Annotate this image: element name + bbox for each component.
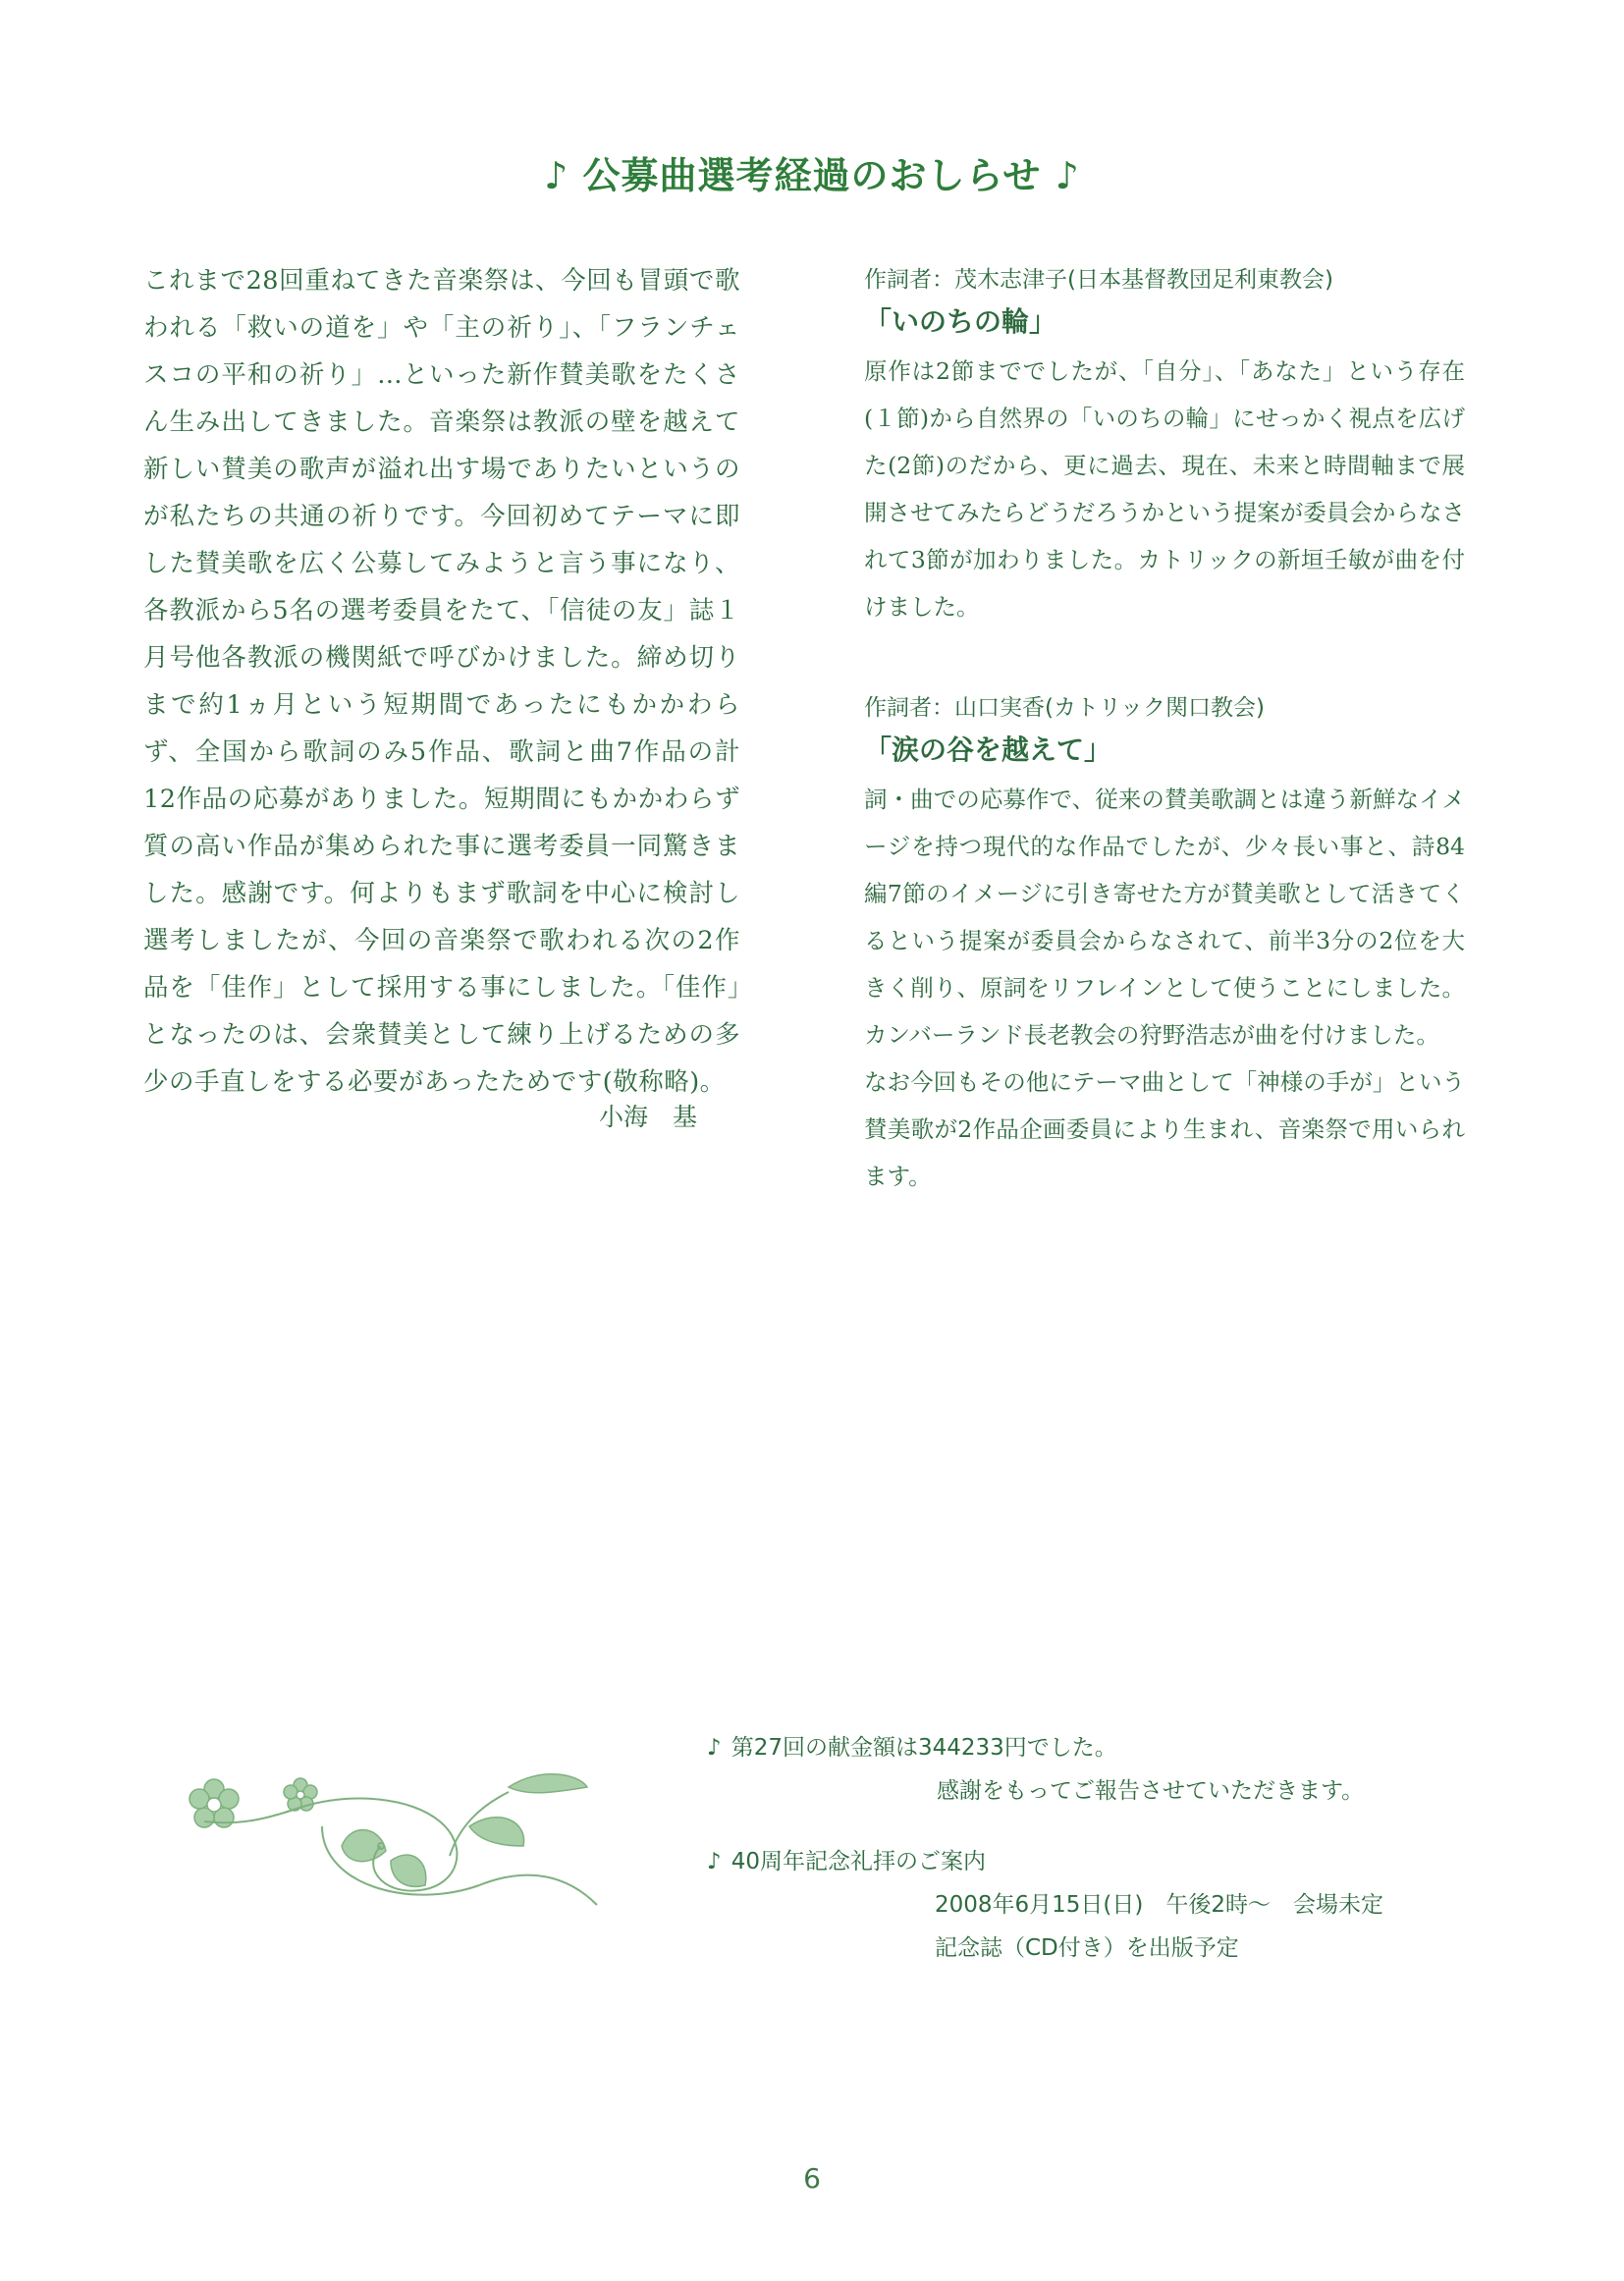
lyricist-line: 作詞者：茂木志津子(日本基督教団足利東教会): [864, 267, 1333, 293]
page-title: ♪ 公募曲選考経過のおしらせ ♪: [544, 154, 1080, 197]
floral-ornament: [185, 1767, 609, 1915]
intro-column: [143, 257, 740, 1106]
notices: [707, 1726, 1492, 1970]
music-note-icon: ♪: [707, 1735, 722, 1761]
donation-notice: [707, 1726, 1492, 1769]
theme-song-note: なお今回もその他にテーマ曲として「神様の手が」という賛美歌が2作品企画委員により生まれ、音楽祭で用いられます。: [864, 1068, 1465, 1190]
intro-text: これまで28回重ねてきた音楽祭は、今回も冒頭で歌われる「救いの道を」や「主の祈り」、「フランチェスコの平和の祈り」…といった新作賛美歌をたくさん生み出してきました。音楽祭は教派の壁を越えて新しい賛美の歌声が溢れ出す場でありたいというのが私たちの共通の祈りです。今回初めてテーマに即した賛美歌を広く公募してみようと言う事になり、各教派から5名の選考委員をたて、「信徒の友」誌１月号他各教派の機関紙で呼びかけました。締め切りまで約1ヵ月という短期間であったにもかかわらず、全国から歌詞のみ5作品、歌詞と曲7作品の計12作品の応募がありました。短期間にもかかわらず質の高い作品が集められた事に選考委員一同驚きました。感謝です。何よりもまず歌詞を中心に検討し選考しましたが、今回の音楽祭で歌われる次の2作品を「佳作」として採用する事にしました。「佳作」となったのは、会衆賛美として練り上げるための多少の手直しをする必要があったためです(敬称略)。: [143, 266, 740, 1097]
flower-icon: [189, 1779, 239, 1827]
signature: 小海 基: [599, 1103, 698, 1131]
music-note-icon: ♪: [707, 1849, 722, 1874]
page-number: 6: [803, 2162, 821, 2195]
entries-column: [864, 263, 1465, 1261]
anniversary-notice: [707, 1840, 1492, 1883]
song-title: 「いのちの輪」: [864, 305, 1057, 338]
lyricist-line: 作詞者：山口実香(カトリック関口教会): [864, 695, 1266, 721]
song-title: 「涙の谷を越えて」: [864, 733, 1112, 766]
entry-namida-no-tani: [864, 691, 1465, 1200]
donation-line: 第27回の献金額は344233円でした。: [731, 1735, 1117, 1761]
anniversary-heading: 40周年記念礼拝のご案内: [731, 1849, 986, 1874]
anniversary-publication: 記念誌（CD付き）を出版予定: [935, 1935, 1239, 1961]
anniversary-datetime: 2008年6月15日(日) 午後2時～ 会場未定: [935, 1892, 1384, 1918]
entry-inochi-no-wa: [864, 263, 1465, 630]
song-description: 原作は2節まででしたが、「自分」、「あなた」という存在(１節)から自然界の「いのちの輪」にせっかく視点を広げた(2節)のだから、更に過去、現在、未来と時間軸まで展開させてみたらどうだろうかという提案が委員会からなされて3節が加わりました。カトリックの新垣壬敏が曲を付けました。: [864, 357, 1465, 621]
donation-thanks: 感謝をもってご報告させていただきます。: [937, 1778, 1365, 1804]
small-flower-icon: [284, 1778, 317, 1811]
song-description: 詞・曲での応募作で、従来の賛美歌調とは違う新鮮なイメージを持つ現代的な作品でしたが、少々長い事と、詩84編7節のイメージに引き寄せた方が賛美歌として活きてくるという提案が委員会からなされて、前半3分の2位を大きく削り、原詞をリフレインとして使うことにしました。カンバーランド長老教会の狩野浩志が曲を付けました。: [864, 786, 1465, 1049]
